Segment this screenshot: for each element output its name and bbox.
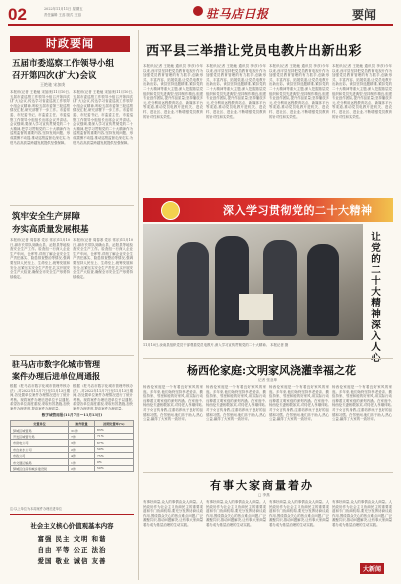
corner-tag: 大新闻	[360, 563, 384, 574]
feature-headline: 杨西伦家庭:文明家风浇灌幸福之花	[187, 364, 357, 377]
table-cell: 市自来水公司	[11, 446, 69, 452]
header-rule	[8, 24, 393, 26]
divider	[10, 355, 134, 356]
values-ad-line: 自由 平等 公正 法治	[37, 546, 107, 554]
article-3-body-col-1: 根据《驻马店市数字化城市管理考核办法》,对2022年11月7日至11月13日期间,各处置单位案件办理情况进行了统计考核。现将案件办理后进单位予以通报,希望各单位高度重视,采取有效措施,加快案件办理进度,提高案件办理质量。	[10, 384, 70, 410]
table-cell: 4件	[69, 452, 95, 458]
date-line: 2022年11月11日 星期五	[44, 7, 83, 11]
table-cell: 71%	[94, 433, 133, 439]
photo-figure	[215, 236, 249, 336]
divider	[143, 358, 393, 359]
table-cell: 2件	[69, 446, 95, 452]
article-1-body-col-1: 本报讯(记者 王艳驰 宋加庚)11月10日,五届市委巡察工作领导小组召开第四次(扩大)会议,传达学习省委巡视工作领导小组会议精神,听取五届市委第三轮巡察情况汇报,研究部署下一步工作。市委常委、市纪委书记、市监委主任、市委巡察工作领导小组组长出席会议并讲话。会议强调,要深入学习宣传贯彻党的二十大精神,把学习贯彻党的二十大精神作为巡察监督的重要内容,坚持发现问题、形成震慑不动摇,推动巡察监督走深走实,为驻马店高质量跨越发展提供坚强保障。	[10, 90, 70, 145]
banner-text: 深入学习贯彻党的二十大精神	[223, 204, 373, 217]
article-2-body-col-1: 本报讯(记者 周春寒 党乐 常乐)11月10日,副市长带队到确山县、泌阳县等地检查安全生产工作。检查组一行深入企业生产车间、仓库等,详细了解企业安全生产责任落实、隐患排查整治等情况,强调要坚持人民至上、生命至上,统筹发展和安全,压紧压实安全生产责任,扎实开展安全生产大检查,确保全市安全生产形势持续稳定。	[10, 238, 70, 279]
editorial-body-col-3: 有事好商量,众人的事情由众人商量。人民政协作为社会主义协商民主的重要渠道和专门协商机构,要充分发挥协商议政作用,围绕群众关心的热点难点问题,广泛凝聚共识,推动问题解决,让有事大家商量着办成为基层治理的生动实践。	[269, 500, 329, 527]
table-note: 注:以上单位为本周案件办理后进单位	[10, 507, 63, 511]
table-header: 处置单位	[11, 421, 69, 427]
table-cell: 7件	[69, 433, 95, 439]
masthead-emblem	[193, 6, 203, 16]
values-ad-title: 社会主义核心价值观基本内容	[30, 522, 114, 530]
photo-caption: 11月10日,汝南县组织党员干部观看党员电教片,深入学习宣传贯彻党的二十大精神。 本报记者 摄	[143, 343, 289, 347]
table-cell: 2件	[69, 465, 95, 471]
main-body-col-1: 本报讯(记者 王艳驰 通讯员 李彦)今年以来,西平县坚持把党员教育电视片作为加强党员教育管理的有力抓手,创新形式、丰富内容、拓展渠道,让党员电教片出新出彩。该县坚持选题精准,紧扣党的二十大精神等重大主题,深入挖掘基层党组织和党员先进典型;坚持制作精良,组建专业创作团队,提升作品质量;坚持播放多元,充分利用远程教育站点、新媒体平台等渠道,推动党员电教片进机关、进农村、进社区、进企业,不断增强党员教育的针对性和实效性。	[143, 64, 203, 119]
table-cell: 75%	[94, 452, 133, 458]
party-emblem-icon	[161, 201, 180, 220]
feature-byline: 记者 张亚坤	[258, 378, 278, 382]
table-cell: 67%	[94, 440, 133, 446]
values-ad-line: 爱国 敬业 诚信 友善	[37, 557, 107, 565]
article-1-byline: 王艳驰 宋加庚	[40, 82, 66, 87]
article-1-body-col-2: 本报讯(记者 王艳驰 宋加庚)11月10日,五届市委巡察工作领导小组召开第四次(扩大)会议,传达学习省委巡视工作领导小组会议精神,听取五届市委第三轮巡察情况汇报,研究部署下一步工作。市委常委、市纪委书记、市监委主任、市委巡察工作领导小组组长出席会议并讲话。会议强调,要深入学习宣传贯彻党的二十大精神,把学习贯彻党的二十大精神作为巡察监督的重要内容,坚持发现问题、形成震慑不动摇,推动巡察监督走深走实,为驻马店高质量跨越发展提供坚强保障。	[73, 90, 133, 145]
editorial-headline: 有事大家商量着办	[210, 479, 314, 492]
photo-object	[239, 294, 273, 320]
editorial-byline: □ 李燕	[258, 493, 270, 497]
table-row	[11, 465, 134, 471]
table-cell: 50%	[94, 446, 133, 452]
article-2-body-col-2: 本报讯(记者 周春寒 党乐 常乐)11月10日,副市长带队到确山县、泌阳县等地检查安全生产工作。检查组一行深入企业生产车间、仓库等,详细了解企业安全生产责任落实、隐患排查整治等情况,强调要坚持人民至上、生命至上,统筹发展和安全,压紧压实安全生产责任,扎实开展安全生产大检查,确保全市安全生产形势持续稳定。	[73, 238, 133, 279]
editorial-body-col-1: 有事好商量,众人的事情由众人商量。人民政协作为社会主义协商民主的重要渠道和专门协商机构,要充分发挥协商议政作用,围绕群众关心的热点难点问题,广泛凝聚共识,推动问题解决,让有事大家商量着办成为基层治理的生动实践。	[143, 500, 203, 527]
feature-body-col-2: 杨西伦家庭是一个有着良好家风的家庭。多年来,他们始终坚持孝老爱亲、勤俭持家、邻里和睦的好家风,用实际行动诠释着文明家庭的深刻内涵。在家庭中,杨西伦夫妻相敬如宾,对待老人孝顺体贴,对子女言传身教,注重培养孩子良好的品德和习惯。在邻里间,他们乐于助人,热心公益,赢得了大家的一致好评。	[206, 385, 266, 422]
editorial-body-col-4: 有事好商量,众人的事情由众人商量。人民政协作为社会主义协商民主的重要渠道和专门协商机构,要充分发挥协商议政作用,围绕群众关心的热点难点问题,广泛凝聚共识,推动问题解决,让有事大家商量着办成为基层治理的生动实践。	[332, 500, 392, 527]
column-divider	[138, 30, 139, 580]
values-ad-line: 富强 民主 文明 和谐	[37, 535, 107, 543]
table-cell: 开发区城管分局	[11, 433, 69, 439]
main-headline: 西平县三举措让党员电教片出新出彩	[146, 44, 363, 59]
table-cell: 市供电公司	[11, 440, 69, 446]
main-body-col-2: 本报讯(记者 王艳驰 通讯员 李彦)今年以来,西平县坚持把党员教育电视片作为加强党员教育管理的有力抓手,创新形式、丰富内容、拓展渠道,让党员电教片出新出彩。该县坚持选题精准,紧扣党的二十大精神等重大主题,深入挖掘基层党组织和党员先进典型;坚持制作精良,组建专业创作团队,提升作品质量;坚持播放多元,充分利用远程教育站点、新媒体平台等渠道,推动党员电教片进机关、进农村、进社区、进企业,不断增强党员教育的针对性和实效性。	[206, 64, 266, 119]
table-cell: 83%	[94, 427, 133, 433]
table-cell: 31件	[69, 427, 95, 433]
article-3-title-line-2: 案件办理后进单位周通报	[12, 371, 100, 381]
article-3-title-line-1: 驻马店市数字化城市管理	[12, 359, 100, 369]
table-title: 数字城管周报(11月7日—11月13日)	[41, 413, 103, 417]
table-cell: 1件	[69, 459, 95, 465]
section-label: 要闻	[352, 8, 377, 22]
feature-body-col-1: 杨西伦家庭是一个有着良好家风的家庭。多年来,他们始终坚持孝老爱亲、勤俭持家、邻里和睦的好家风,用实际行动诠释着文明家庭的深刻内涵。在家庭中,杨西伦夫妻相敬如宾,对待老人孝顺体贴,对子女言传身教,注重培养孩子良好的品德和习惯。在邻里间,他们乐于助人,热心公益,赢得了大家的一致好评。	[143, 385, 203, 422]
values-ad	[10, 514, 134, 575]
article-2-title-line-2: 夯实高质量发展根基	[12, 225, 89, 235]
editor-line: 责任编辑 王蕊 版式 王蕊	[44, 13, 82, 17]
table-cell: 驿城区城管局	[11, 427, 69, 433]
page-number: 02	[8, 5, 27, 24]
column-banner: 时政要闻	[10, 36, 130, 52]
table-header: 按期处置率(%)	[94, 421, 133, 427]
table-cell: 0%	[94, 459, 133, 465]
editorial-body-col-2: 有事好商量,众人的事情由众人商量。人民政协作为社会主义协商民主的重要渠道和专门协商机构,要充分发挥协商议政作用,围绕群众关心的热点难点问题,广泛凝聚共识,推动问题解决,让有事大家商量着办成为基层治理的生动实践。	[206, 500, 266, 527]
case-table	[10, 420, 134, 472]
article-2-title-line-1: 筑牢安全生产屏障	[12, 212, 81, 222]
table-cell: 市交通运输局	[11, 459, 69, 465]
divider	[143, 472, 393, 473]
photo-figure	[177, 242, 209, 336]
table-cell: 驿城区住房和城乡建设局	[11, 465, 69, 471]
vertical-caption: 让党的二十大精神深入人心	[371, 232, 381, 364]
masthead: 驻马店日报	[206, 7, 269, 21]
article-1-title-line-1: 五届市委巡察工作领导小组	[12, 59, 115, 69]
theme-banner	[143, 198, 393, 222]
table-header: 案件数量	[69, 421, 95, 427]
divider	[10, 205, 134, 206]
main-body-col-4: 本报讯(记者 王艳驰 通讯员 李彦)今年以来,西平县坚持把党员教育电视片作为加强党员教育管理的有力抓手,创新形式、丰富内容、拓展渠道,让党员电教片出新出彩。该县坚持选题精准,紧扣党的二十大精神等重大主题,深入挖掘基层党组织和党员先进典型;坚持制作精良,组建专业创作团队,提升作品质量;坚持播放多元,充分利用远程教育站点、新媒体平台等渠道,推动党员电教片进机关、进农村、进社区、进企业,不断增强党员教育的针对性和实效性。	[332, 64, 392, 119]
article-3-body-col-2: 根据《驻马店市数字化城市管理考核办法》,对2022年11月7日至11月13日期间,各处置单位案件办理情况进行了统计考核。现将案件办理后进单位予以通报,希望各单位高度重视,采取有效措施,加快案件办理进度,提高案件办理质量。	[73, 384, 133, 410]
photo-figure	[307, 244, 339, 336]
table-cell: 市政公司	[11, 452, 69, 458]
news-photo	[143, 224, 363, 340]
feature-body-col-4: 杨西伦家庭是一个有着良好家风的家庭。多年来,他们始终坚持孝老爱亲、勤俭持家、邻里和睦的好家风,用实际行动诠释着文明家庭的深刻内涵。在家庭中,杨西伦夫妻相敬如宾,对待老人孝顺体贴,对子女言传身教,注重培养孩子良好的品德和习惯。在邻里间,他们乐于助人,热心公益,赢得了大家的一致好评。	[332, 385, 392, 422]
photo-figure	[263, 240, 297, 336]
main-body-col-3: 本报讯(记者 王艳驰 通讯员 李彦)今年以来,西平县坚持把党员教育电视片作为加强党员教育管理的有力抓手,创新形式、丰富内容、拓展渠道,让党员电教片出新出彩。该县坚持选题精准,紧扣党的二十大精神等重大主题,深入挖掘基层党组织和党员先进典型;坚持制作精良,组建专业创作团队,提升作品质量;坚持播放多元,充分利用远程教育站点、新媒体平台等渠道,推动党员电教片进机关、进农村、进社区、进企业,不断增强党员教育的针对性和实效性。	[269, 64, 329, 119]
table-cell: 3件	[69, 440, 95, 446]
feature-body-col-3: 杨西伦家庭是一个有着良好家风的家庭。多年来,他们始终坚持孝老爱亲、勤俭持家、邻里和睦的好家风,用实际行动诠释着文明家庭的深刻内涵。在家庭中,杨西伦夫妻相敬如宾,对待老人孝顺体贴,对子女言传身教,注重培养孩子良好的品德和习惯。在邻里间,他们乐于助人,热心公益,赢得了大家的一致好评。	[269, 385, 329, 422]
article-1-title-line-2: 召开第四次(扩大)会议	[12, 71, 97, 81]
table-cell: 50%	[94, 465, 133, 471]
